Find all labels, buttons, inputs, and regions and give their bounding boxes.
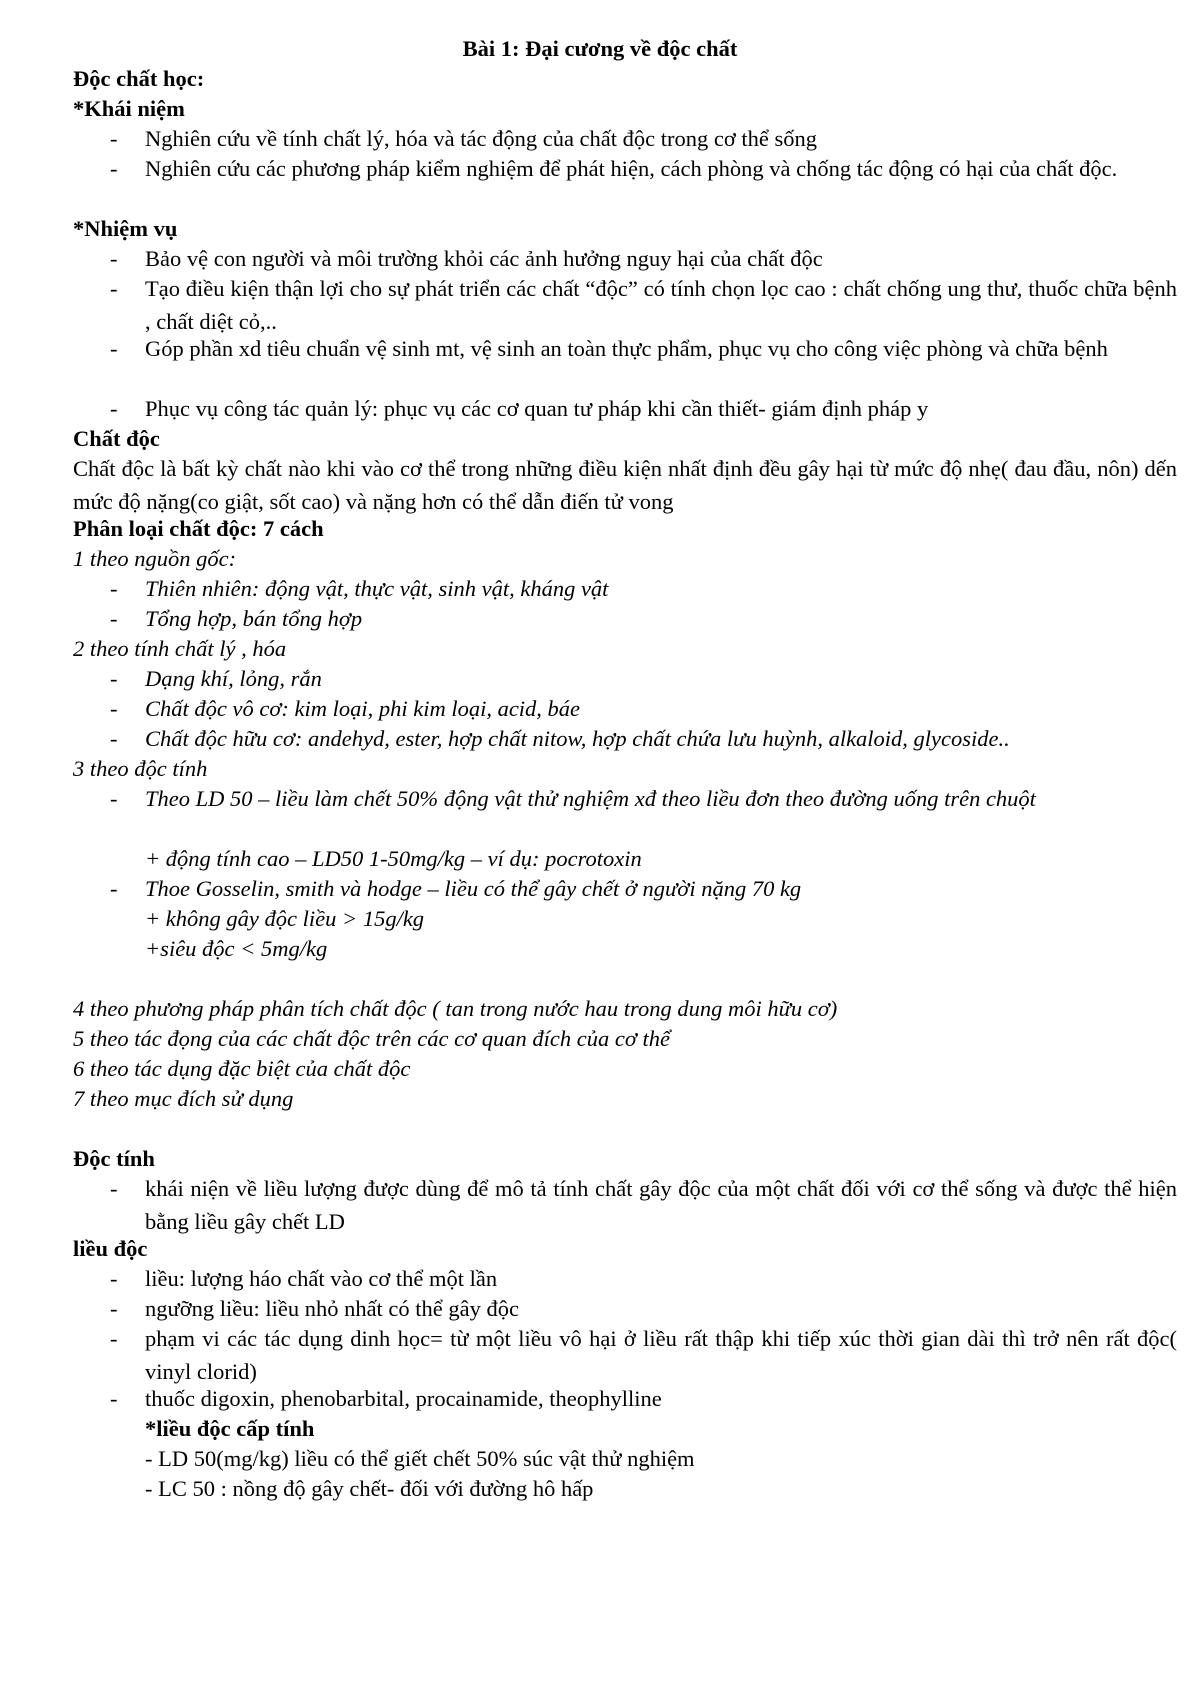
list-item: Tổng hợp, bán tổng hợp: [145, 606, 363, 631]
heading-chat-doc: Chất độc: [73, 426, 160, 451]
list-item: Thoe Gosselin, smith và hodge – liều có thể gây chết ở người nặng 70 kg: [145, 876, 802, 901]
list-item: Theo LD 50 – liều làm chết 50% động vật thử nghiệm xđ theo liều đơn theo đường uống trên chuột: [145, 786, 1036, 811]
bullet-dash: -: [110, 396, 118, 421]
list-item: Dạng khí, lỏng, rắn: [145, 666, 322, 691]
list-item: phạm vi các tác dụng dinh học= từ một liều vô hại ở liều rất thập khi tiếp xúc thời gian dài thì trở nên rất độc( vinyl clorid): [145, 1326, 1177, 1384]
bullet-dash: -: [110, 666, 118, 691]
list-item: Nghiên cứu các phương pháp kiểm nghiệm để phát hiện, cách phòng và chống tác động có hại của chất độc.: [145, 156, 1118, 181]
list-item: - LD 50(mg/kg) liều có thể giết chết 50% súc vật thử nghiệm: [145, 1446, 695, 1471]
list-item: - LC 50 : nồng độ gây chết- đối với đường hô hấp: [145, 1476, 594, 1501]
list-item: Chất độc hữu cơ: andehyd, ester, hợp chất nitow, hợp chất chứa lưu huỳnh, alkaloid, glycoside..: [145, 726, 1010, 751]
classification-2-title: 2 theo tính chất lý , hóa: [73, 636, 287, 661]
bullet-dash: -: [110, 1296, 118, 1321]
classification-3-title: 3 theo độc tính: [73, 756, 208, 781]
chat-doc-paragraph: Chất độc là bất kỳ chất nào khi vào cơ thể trong những điều kiện nhất định đều gây hại từ mức độ nhẹ( đau đầu, nôn) dến mức độ nặng(co giật, sốt cao) và nặng hơn có thể dẫn điến tử vong: [73, 456, 1177, 514]
page-title: Bài 1: Đại cương về độc chất: [462, 36, 738, 61]
heading-khai-niem: *Khái niệm: [73, 96, 185, 121]
bullet-dash: -: [110, 1326, 118, 1351]
bullet-dash: -: [110, 786, 118, 811]
list-item: Chất độc vô cơ: kim loại, phi kim loại, acid, báe: [145, 696, 581, 721]
bullet-dash: -: [110, 246, 118, 271]
bullet-dash: -: [110, 1176, 118, 1201]
bullet-dash: -: [110, 336, 118, 361]
bullet-dash: -: [110, 726, 118, 751]
list-subitem: + không gây độc liều > 15g/kg: [145, 906, 425, 931]
list-item: Thiên nhiên: động vật, thực vật, sinh vật, kháng vật: [145, 576, 609, 601]
classification-1-title: 1 theo nguồn gốc:: [73, 546, 237, 571]
bullet-dash: -: [110, 1266, 118, 1291]
list-item: khái niện về liều lượng được dùng để mô tả tính chất gây độc của một chất đối với cơ thể sống và được thể hiện bằng liều gây chết LD: [145, 1176, 1177, 1234]
heading-doc-tinh: Độc tính: [73, 1146, 155, 1171]
heading-phan-loai: Phân loại chất độc: 7 cách: [73, 516, 324, 541]
classification-7: 7 theo mục đích sử dụng: [73, 1086, 294, 1111]
list-item: thuốc digoxin, phenobarbital, procainamide, theophylline: [145, 1386, 662, 1411]
bullet-dash: -: [110, 606, 118, 631]
classification-4: 4 theo phương pháp phân tích chất độc ( tan trong nước hau trong dung môi hữu cơ): [73, 996, 838, 1021]
bullet-dash: -: [110, 1386, 118, 1411]
heading-doc-chat-hoc: Độc chất học:: [73, 66, 205, 91]
list-item: Phục vụ công tác quản lý: phục vụ các cơ quan tư pháp khi cần thiết- giám định pháp y: [145, 396, 929, 421]
heading-lieu-doc-cap-tinh: *liều độc cấp tính: [145, 1416, 315, 1441]
bullet-dash: -: [110, 696, 118, 721]
list-item: Tạo điều kiện thận lợi cho sự phát triển các chất “độc” có tính chọn lọc cao : chất chống ung thư, thuốc chữa bệnh , chất diệt cỏ,..: [145, 276, 1177, 334]
list-subitem: +siêu độc < 5mg/kg: [145, 936, 328, 961]
bullet-dash: -: [110, 876, 118, 901]
bullet-dash: -: [110, 126, 118, 151]
list-subitem: + động tính cao – LD50 1-50mg/kg – ví dụ: pocrotoxin: [145, 846, 642, 871]
bullet-dash: -: [110, 576, 118, 601]
list-item: liều: lượng háo chất vào cơ thể một lần: [145, 1266, 498, 1291]
classification-5: 5 theo tác đọng của các chất độc trên các cơ quan đích của cơ thể: [73, 1026, 670, 1051]
list-item: Bảo vệ con người và môi trường khỏi các ảnh hưởng nguy hại của chất độc: [145, 246, 823, 271]
list-item: Nghiên cứu về tính chất lý, hóa và tác động của chất độc trong cơ thể sống: [145, 126, 818, 151]
list-item: Góp phần xd tiêu chuẩn vệ sinh mt, vệ sinh an toàn thực phẩm, phục vụ cho công việc phòng và chữa bệnh: [145, 336, 1108, 361]
heading-nhiem-vu: *Nhiệm vụ: [73, 216, 178, 241]
list-item: ngưỡng liều: liều nhỏ nhất có thể gây độc: [145, 1296, 520, 1321]
bullet-dash: -: [110, 276, 118, 301]
classification-6: 6 theo tác dụng đặc biệt của chất độc: [73, 1056, 411, 1081]
bullet-dash: -: [110, 156, 118, 181]
heading-lieu-doc: liều độc: [73, 1236, 148, 1261]
